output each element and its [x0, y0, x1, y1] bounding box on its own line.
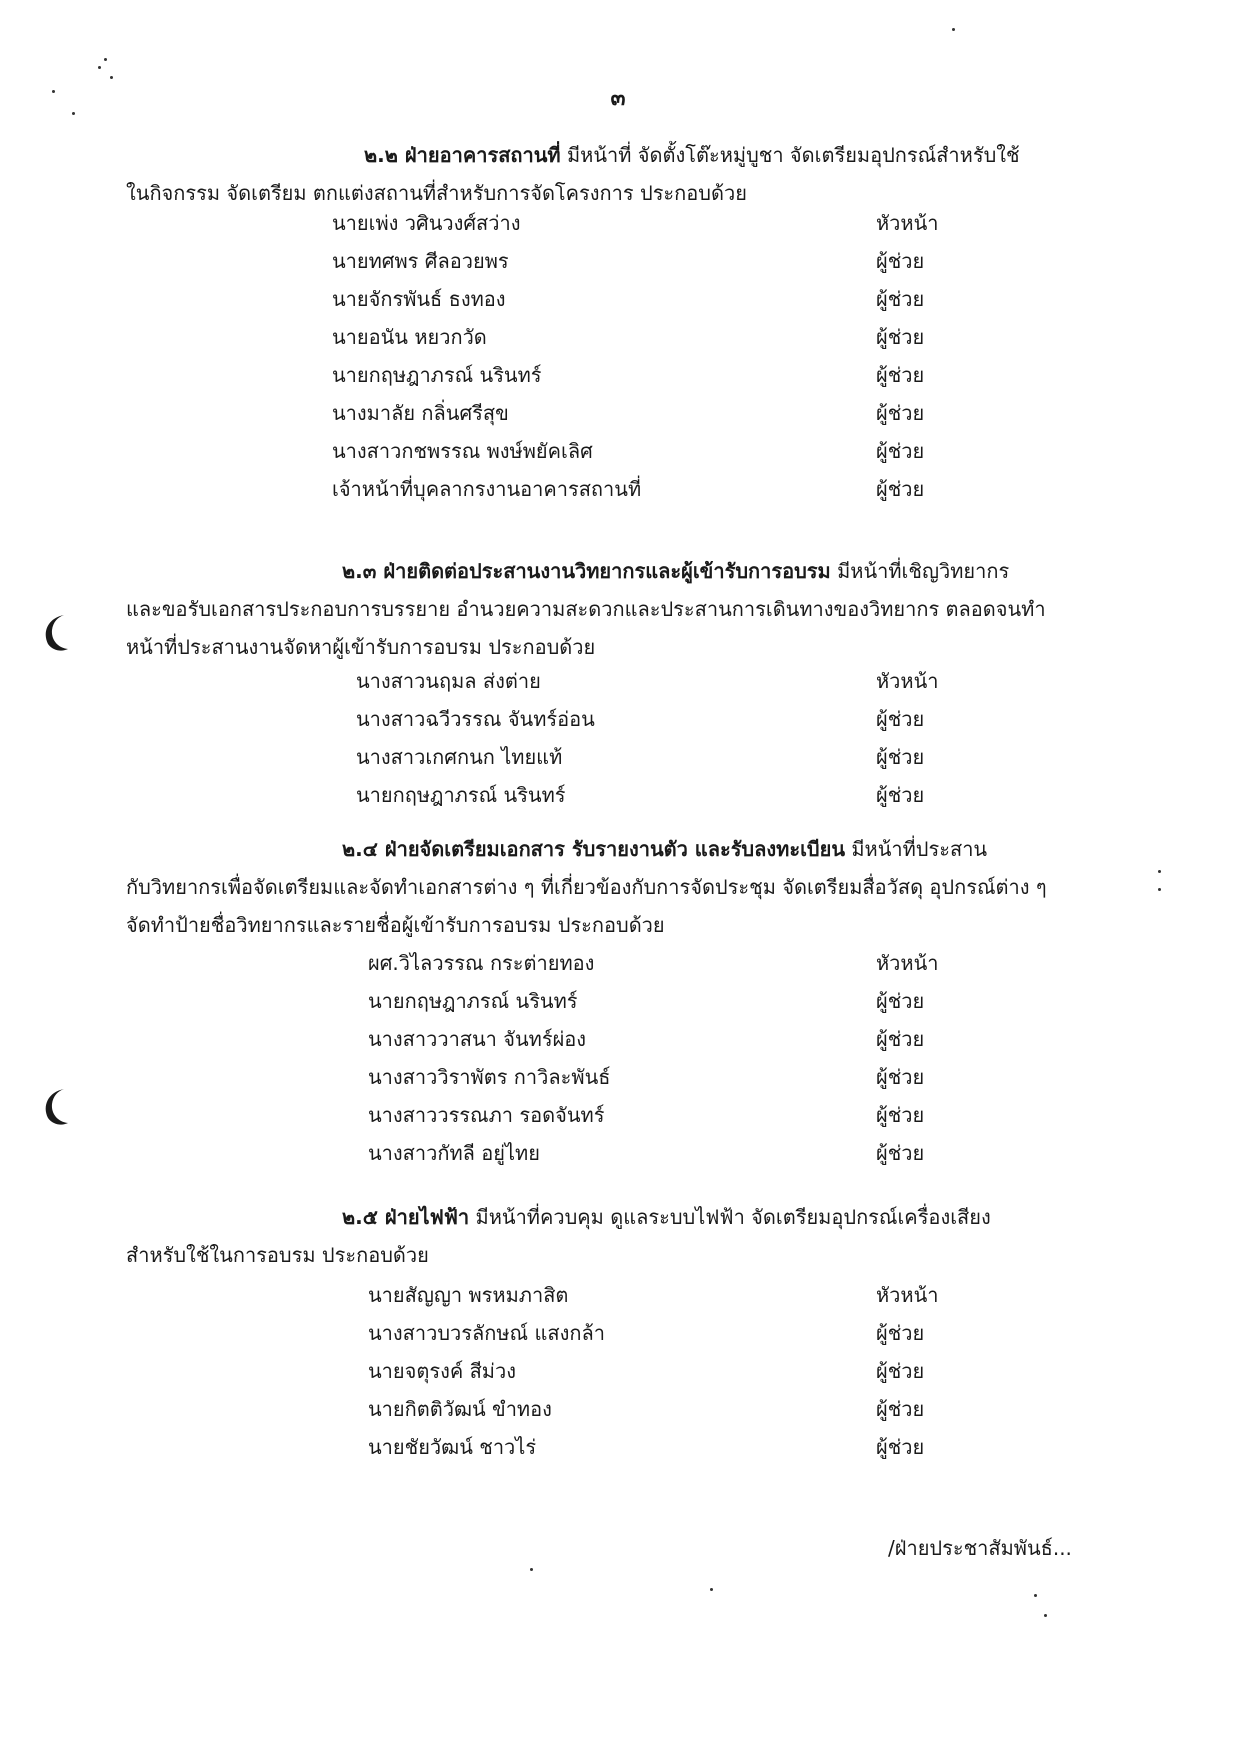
scan-speck — [710, 1588, 713, 1591]
section-description: ๒.๓ ฝ่ายติดต่อประสานงานวิทยากรและผู้เข้ารับการอบรม มีหน้าที่เชิญวิทยากร และขอรับเอกสารประกอบการบรรยาย อำนวยความสะดวกและประสานการเดินทางของวิทยากร ตลอดจนทำ หน้าที่ประสานงานจัดหาผู้เข้ารับการอบรม ประกอบด้วย — [126, 559, 1046, 659]
scan-speck — [1158, 870, 1161, 873]
page-number: ๓ — [610, 86, 626, 111]
section-electrical — [0, 1198, 1236, 1274]
continuation-footer: /ฝ่ายประชาสัมพันธ์... — [888, 1536, 1072, 1560]
section-heading: ๒.๓ ฝ่ายติดต่อประสานงานวิทยากรและผู้เข้ารับการอบรม — [342, 559, 831, 583]
scan-speck — [52, 90, 55, 93]
scan-speck — [952, 28, 955, 31]
section-speaker-coordination — [0, 552, 1236, 666]
section-description: ๒.๒ ฝ่ายอาคารสถานที่ มีหน้าที่ จัดตั้งโต๊ะหมู่บูชา จัดเตรียมอุปกรณ์สำหรับใช้ ในกิจกรรม จัดเตรียม ตกแต่งสถานที่สำหรับการจัดโครงการ ประกอบด้วย — [126, 143, 1020, 205]
scan-speck — [72, 112, 75, 115]
scan-speck — [98, 66, 101, 69]
punch-hole-mark — [40, 612, 72, 652]
section-description: ๒.๔ ฝ่ายจัดเตรียมเอกสาร รับรายงานตัว และรับลงทะเบียน มีหน้าที่ประสาน กับวิทยากรเพื่อจัดเตรียมและจัดทำเอกสารต่าง ๆ ที่เกี่ยวข้องกับการจัดประชุม จัดเตรียมสื่อวัสดุ อุปกรณ์ต่าง ๆ จัดทำป้ายชื่อวิทยากรและรายชื่อผู้เข้ารับการอบรม ประกอบด้วย — [126, 837, 1047, 937]
section-heading: ๒.๕ ฝ่ายไฟฟ้า — [342, 1205, 470, 1229]
scan-speck — [110, 76, 113, 79]
scan-speck — [530, 1568, 533, 1571]
section-heading: ๒.๔ ฝ่ายจัดเตรียมเอกสาร รับรายงานตัว และรับลงทะเบียน — [342, 837, 845, 861]
section-heading: ๒.๒ ฝ่ายอาคารสถานที่ — [364, 143, 561, 167]
section-documents-registration — [0, 830, 1236, 944]
scan-speck — [1158, 888, 1161, 891]
scan-speck — [104, 58, 107, 61]
scan-speck — [1034, 1594, 1037, 1597]
punch-hole-mark — [40, 1086, 72, 1126]
section-description: ๒.๕ ฝ่ายไฟฟ้า มีหน้าที่ควบคุม ดูแลระบบไฟฟ้า จัดเตรียมอุปกรณ์เครื่องเสียง สำหรับใช้ในการอบรม ประกอบด้วย — [126, 1205, 991, 1267]
scan-speck — [1044, 1614, 1047, 1617]
section-building — [0, 136, 1236, 212]
